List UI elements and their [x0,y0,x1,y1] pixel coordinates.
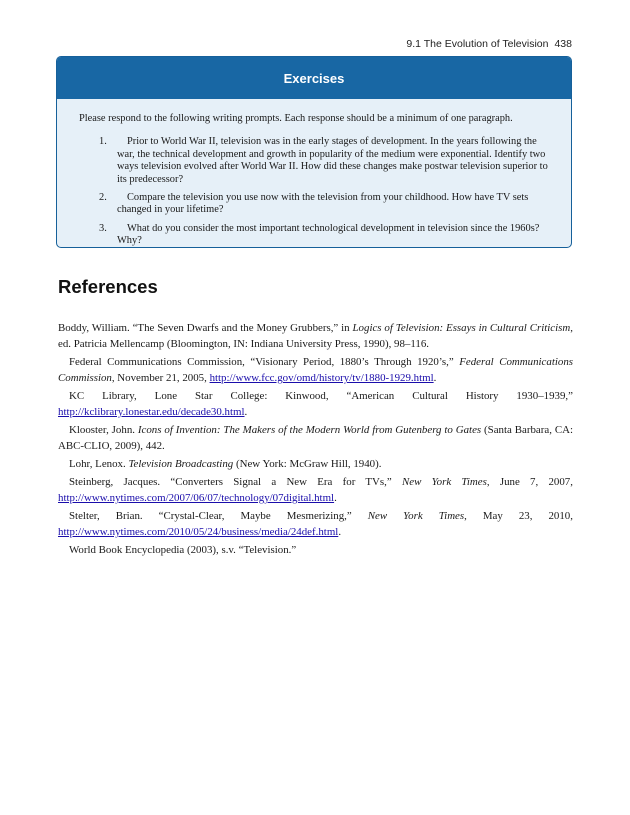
reference-entry-2: Federal Communications Commission, “Visionary Period, 1880’s Through 1920’s,” Federal Communications Commission, November 21, 2005, http://www.fcc.gov/omd/history/tv/1880-1929.html. [58,356,574,384]
exercise-number: 3. [99,222,107,234]
reference-entry-5: Lohr, Lenox. Television Broadcasting (New York: McGraw Hill, 1940). [69,458,382,470]
reference-entry-1: Boddy, William. “The Seven Dwarfs and the Money Grubbers,” in Logics of Television: Essays in Cultural Criticism, ed. Patricia Mellencamp (Bloomington, IN: Indiana University Press, 1990), 98–116. [58,322,573,350]
reference-link[interactable]: http://www.fcc.gov/omd/history/tv/1880-1929.html [209,372,434,384]
exercise-item-2 [79,192,557,217]
reference-entry-4: Klooster, John. Icons of Invention: The Makers of the Modern World from Gutenberg to Gates (Santa Barbara, CA: ABC-CLIO, 2009), 442. [58,424,573,452]
running-header [406,38,572,50]
reference-link[interactable]: http://www.nytimes.com/2007/06/07/technology/07digital.html [58,492,335,504]
exercises-title: Exercises [57,57,571,99]
exercise-item-3 [79,223,557,248]
references-heading: References [58,276,158,297]
section-title: 9.1 The Evolution of Television [406,38,549,50]
exercise-item-1 [79,136,557,186]
reference-entry-6: Steinberg, Jacques. “Converters Signal a New Era for TVs,” New York Times, June 7, 2007, http://www.nytimes.com/2007/06/07/technology/07digital.html. [58,476,573,504]
reference-entry-7: Stelter, Brian. “Crystal-Clear, Maybe Mesmerizing,” New York Times, May 23, 2010, http://www.nytimes.com/2010/05/24/business/media/24def.html. [58,510,573,538]
exercise-text: Prior to World War II, television was in the early stages of development. In the years following the war, the technical development and growth in popularity of the medium were exponential. Identify two ways television evolved after World War II. How did these changes make postwar television superior to its predecessor? [117,136,548,185]
references-list [58,320,573,560]
exercise-list [79,136,557,247]
exercises-body [57,99,571,248]
reference-link[interactable]: http://kclibrary.lonestar.edu/decade30.html [58,406,245,418]
exercises-box [56,56,572,248]
reference-entry-8: World Book Encyclopedia (2003), s.v. “Television.” [69,544,297,556]
exercise-text: Compare the television you use now with the television from your childhood. How have TV sets changed in your lifetime? [117,192,529,216]
reference-entry-3: KC Library, Lone Star College: Kinwood, “American Cultural History 1930–1939,” http://kclibrary.lonestar.edu/decade30.html. [58,390,573,418]
exercise-text: What do you consider the most important technological development in television since the 1960s? Why? [117,222,540,247]
exercises-intro: Please respond to the following writing prompts. Each response should be a minimum of one paragraph. [79,113,513,124]
exercise-number: 1. [99,136,107,148]
exercise-number: 2. [99,192,107,204]
reference-link[interactable]: http://www.nytimes.com/2010/05/24/business/media/24def.html [58,526,339,538]
page-number: 438 [554,38,572,50]
